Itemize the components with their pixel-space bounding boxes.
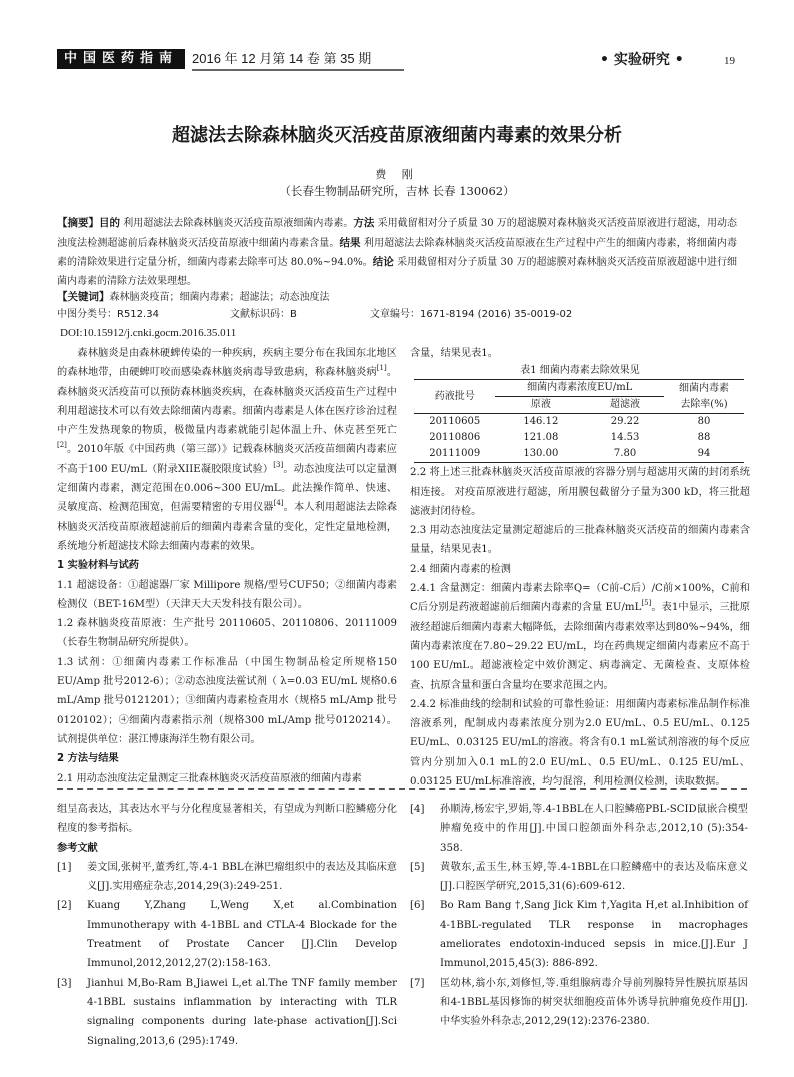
doc-code bbox=[230, 306, 297, 324]
reference-number: [5] bbox=[410, 861, 425, 873]
citation[interactable]: [3] bbox=[273, 460, 284, 469]
page-number: 19 bbox=[724, 55, 735, 67]
reference-number: [2] bbox=[57, 900, 72, 912]
section-heading-1: 1 实验材料与试药 bbox=[57, 560, 139, 572]
section-2-2: 2.2 将上述三批森林脑炎灭活疫苗原液的容器分别与超滤用灭菌的封闭系统相连接。 对疫苗原液进行超滤，所用膜包截留分子量为300 kD，将三批超滤液封闭待检。 bbox=[410, 467, 750, 517]
reference-text: 黄敬东,孟玉生,林玉婷,等.4-1BBL在口腔鳞癌中的表达及临床意义[J].口腔医学研究,2015,31(6):609-612. bbox=[440, 861, 748, 893]
cell-batch: 20111009 bbox=[414, 446, 495, 463]
reference-item bbox=[410, 896, 748, 973]
doi[interactable]: DOI:10.15912/j.cnki.gocm.2016.35.011 bbox=[60, 327, 237, 339]
reference-text: Bo Ram Bang †,Sang Jick Kim †,Yagita H,et al.Inhibition of 4-1BBL-regulated TLR response in macrophages ameliorates endotoxin-induced sepsis in mice.[J].Eur J Immunol,2015,45(3): 886-892. bbox=[440, 900, 748, 970]
reference-text: 姜文国,张树平,董秀红,等.4-1 BBL在淋巴瘤组织中的表达及其临床意义[J].实用癌症杂志,2014,29(3):249-251. bbox=[87, 861, 397, 893]
bottom-right-column bbox=[410, 800, 748, 1032]
section-2-1-continued: 含量，结果见表1。 bbox=[410, 348, 498, 359]
cell-raw: 146.12 bbox=[523, 416, 559, 428]
cell-filtered: 29.22 bbox=[610, 416, 640, 428]
reference-number: [3] bbox=[57, 977, 72, 989]
cell-rate: 88 bbox=[697, 432, 711, 444]
citation[interactable]: [4] bbox=[273, 499, 284, 508]
cell-rate: 94 bbox=[664, 446, 744, 463]
cell-batch: 20110605 bbox=[429, 416, 481, 428]
th-concentration: 细菌内毒素浓度EU/mL bbox=[495, 380, 663, 397]
th-rate-2: 去除率(%) bbox=[664, 397, 744, 414]
table-row bbox=[414, 414, 744, 431]
table-row bbox=[414, 430, 744, 446]
citation[interactable]: [1] bbox=[376, 364, 387, 373]
reference-text: 匡幼林,翁小东,刘修恒,等.重组腺病毒介导前列腺特异性膜抗原基因和4-1BBL基因修饰的树突状细胞疫苗体外诱导抗肿瘤免疫作用[J].中华实验外科杂志,2012,29(12):2376-2380. bbox=[440, 977, 748, 1028]
abstract-label: 【摘要】 bbox=[57, 217, 100, 229]
section-2-3: 2.3 用动态浊度法定量测定超滤后的三批森林脑炎灭活疫苗的细菌内毒素含量量，结果见表1。 bbox=[410, 525, 750, 556]
doc-code-value: B bbox=[290, 309, 297, 320]
keywords-label: 【关键词】 bbox=[57, 291, 110, 303]
article-no-value: 1671-8194 (2016) 35-0019-02 bbox=[420, 309, 573, 320]
cell-filtered: 7.80 bbox=[586, 446, 664, 463]
reference-text: Jianhui M,Bo-Ram B,Jiawei L,et al.The TNF family member 4-1BBL sustains inflammation by interacting with TLR signaling components during late-phase activation[J].Sci Signaling,2013,6 (295):1749. bbox=[87, 977, 397, 1047]
abstract-conclusion: 采用截留相对分子质量 30 万的超滤膜对森林脑炎灭活疫苗原液超滤中进行细菌内毒素的清除方法效果理想。 bbox=[57, 257, 738, 287]
section-1-1: 1.1 超滤设备：①超滤器厂家 Millipore 规格/型号CUF50；②细菌内毒素检测仪（BET-16M型）（天津天大天发科技有限公司）。 bbox=[57, 579, 397, 610]
reference-number: [4] bbox=[410, 804, 425, 815]
cell-batch: 20110806 bbox=[429, 432, 481, 444]
reference-text: 孙顺涛,杨宏宇,罗娟,等.4-1BBL在人口腔鳞癌PBL-SCID鼠嵌合模型肿瘤免疫中的作用[J].中国口腔颌面外科杂志,2012,10 (5):354-358. bbox=[440, 804, 748, 854]
abstract-method: 采用截留相对分子质量 30 万的超滤膜对森林脑炎灭活疫苗原液进行超滤，用动态浊度法检测超滤前后森林脑炎灭活疫苗原液中细菌内毒素含量。 bbox=[57, 218, 737, 249]
section-1-2: 1.2 森林脑炎疫苗原液：生产批号 20110605、20110806、20111009（长春生物制品研究所提供）。 bbox=[57, 618, 397, 649]
reference-item bbox=[57, 858, 397, 897]
journal-issue: 2016 年 12 月第 14 卷 第 35 期 bbox=[192, 49, 404, 71]
abstract-purpose-label: 目的 bbox=[99, 217, 121, 229]
carryover-text: 组呈高表达，其表达水平与分化程度显著相关，有望成为判断口腔鳞癌分化程度的参考指标。 bbox=[57, 804, 397, 835]
intro-text: 。森林脑炎灭活疫苗可以预防森林脑炎疾病，在森林脑炎灭活疫苗生产过程中利用超滤技术可以有效去除细菌内毒素。细菌内毒素是人体在医疗诊治过程中产生发热现象的物质，极微量内毒素就能引起体温上升、休克甚至死亡 bbox=[57, 367, 398, 437]
abstract-purpose: 利用超滤法去除森林脑炎灭活疫苗原液细菌内毒素。 bbox=[123, 218, 354, 229]
reference-item bbox=[57, 974, 397, 1051]
intro-text: 森林脑炎是由森林硬蜱传染的一种疾病，疾病主要分布在我国东北地区的森林地带，由硬蜱叮咬而感染森林脑炎病毒导致患病，称森林脑炎病 bbox=[57, 348, 397, 379]
table-caption: 表1 细菌内毒素去除效果见 bbox=[520, 365, 640, 377]
section-2-4-2: 2.4.2 标准曲线的绘制和试验的可靠性验证：用细菌内毒素标准品制作标准溶液系列，配制成内毒素浓度分别为2.0 EU/mL、0.5 EU/mL、0.125 EU/mL、0.03125 EU/mL的溶液。将含有0.1 mL鲎试剂溶液的每个反应管内分别加入0.1 mL的2.0 EU/mL、0.5 EU/mL、0.125 EU/mL、0.03125 EU/mL标准溶液，均匀混溶，利用检测仪检测，读取数据。 bbox=[410, 698, 750, 788]
intro-text: 。本人利用超滤法去除森林脑炎灭活疫苗原液超滤前后的细菌内毒素含量的变化，定性定量地检测，系统地分析超滤技术除去细菌内毒素的效果。 bbox=[57, 502, 398, 552]
article-no-label: 文章编号： bbox=[370, 309, 420, 320]
abstract-method-label: 方法 bbox=[353, 217, 375, 229]
reference-item bbox=[57, 896, 397, 973]
section-1-3: 1.3 试剂：①细菌内毒素工作标准品（中国生物制品检定所规格150 EU/Amp 批号2012-6）；②动态浊度法鲎试剂（ λ=0.03 EU/mL 规格0.6 mL/Amp 批号0121201）；③细菌内毒素检查用水（规格5 mL/Amp 批号0120102）；④细菌内毒素指示剂（规格300 mL/Amp 批号0120214）。试剂提供单位：湛江博康海洋生物有限公司。 bbox=[57, 656, 397, 745]
clc-number bbox=[57, 306, 159, 324]
bottom-left-column bbox=[57, 800, 397, 1051]
section-2-4-1 bbox=[410, 579, 750, 695]
cell-rate: 80 bbox=[697, 416, 711, 428]
reference-number: [7] bbox=[410, 977, 425, 989]
reference-number: [1] bbox=[57, 861, 72, 873]
section-heading-2: 2 方法与结果 bbox=[57, 753, 119, 765]
keywords-text: 森林脑炎疫苗；细菌内毒素；超滤法；动态浊度法 bbox=[109, 292, 330, 303]
table-row bbox=[414, 446, 744, 463]
article-number bbox=[370, 306, 572, 324]
abstract-result: 利用超滤法去除森林脑炎灭活疫苗原液在生产过程中产生的细菌内毒素，将细菌内毒素的清除效果进行定量分析，细菌内毒素去除率可达 80.0%~94.0%。 bbox=[57, 237, 738, 268]
intro-text: 。2010年版《中国药典（第三部）》记载森林脑炎灭活疫苗细菌内毒素应不高于100 EU/mL（附录XIIE凝胶限度试验） bbox=[57, 444, 397, 475]
reference-number: [6] bbox=[410, 900, 425, 912]
citation[interactable]: [5] bbox=[641, 599, 652, 608]
section-2-1: 2.1 用动态浊度法定量测定三批森林脑炎灭活疫苗原液的细菌内毒素 bbox=[57, 772, 362, 784]
clc-label: 中图分类号： bbox=[57, 309, 117, 320]
references-heading: 参考文献 bbox=[57, 842, 98, 854]
cell-raw: 130.00 bbox=[495, 446, 586, 463]
abstract-conclusion-label: 结论 bbox=[372, 256, 394, 268]
th-raw: 原液 bbox=[495, 397, 586, 414]
section-text: 2.4.1 含量测定：细菌内毒素去除率Q=（C前-C后）/C前×100%，C前和C后分别是药液超滤前后细菌内毒素的含量 EU/mL bbox=[410, 583, 750, 614]
dashed-divider bbox=[57, 788, 747, 790]
abstract-result-label: 结果 bbox=[339, 236, 361, 249]
body-left-column bbox=[57, 344, 397, 788]
abstract bbox=[57, 214, 737, 291]
th-filtered: 超滤液 bbox=[586, 397, 664, 414]
citation[interactable]: [2] bbox=[57, 441, 67, 450]
reference-item bbox=[410, 858, 748, 897]
doc-code-label: 文献标识码： bbox=[230, 309, 290, 320]
th-rate-1: 细菌内毒素 bbox=[664, 380, 744, 397]
keywords bbox=[57, 288, 737, 307]
cell-raw: 121.08 bbox=[523, 432, 559, 444]
body-right-column bbox=[410, 344, 750, 791]
cell-filtered: 14.53 bbox=[610, 432, 640, 444]
reference-item bbox=[410, 800, 748, 858]
affiliation: （长春生物制品研究所，吉林 长春 130062） bbox=[279, 184, 515, 198]
reference-item bbox=[410, 974, 748, 1032]
results-table bbox=[414, 379, 744, 463]
section-text: 。表1中显示，三批原液经超滤后细菌内毒素大幅降低，去除细菌内毒素效率达到80%~94%，细菌内毒素浓度在7.80~29.22 EU/mL，均在药典规定细菌内毒素应不高于100 EU/mL。超滤液检定中效价测定、病毒滴定、无菌检查、支原体检查、抗原含量和蛋白含量均在要求范围之内。 bbox=[410, 602, 750, 691]
journal-brand: 中国医药指南 bbox=[57, 49, 185, 69]
intro-text: 。动态浊度法可以定量测定细菌内毒素，测定范围在0.006~300 EU/mL。此法操作简单、快速、灵敏度高、检测范围宽，但需要精密的专用仪器 bbox=[57, 463, 397, 514]
section-2-4: 2.4 细菌内毒素的检测 bbox=[410, 563, 511, 575]
section-label: • 实验研究 • bbox=[600, 52, 684, 68]
intro-paragraph bbox=[57, 344, 397, 556]
reference-text: Kuang Y,Zhang L,Weng X,et al.Combination Immunotherapy with 4-1BBL and CTLA-4 Blockade for the Treatment of Prostate Cancer [J].Clin Develop Immunol,2012,2012,27(2):158-163. bbox=[87, 900, 397, 970]
author: 费 刚 bbox=[375, 168, 419, 181]
th-batch: 药液批号 bbox=[414, 380, 495, 414]
article-title: 超滤法去除森林脑炎灭活疫苗原液细菌内毒素的效果分析 bbox=[172, 125, 622, 146]
clc-value: R512.34 bbox=[117, 309, 159, 320]
